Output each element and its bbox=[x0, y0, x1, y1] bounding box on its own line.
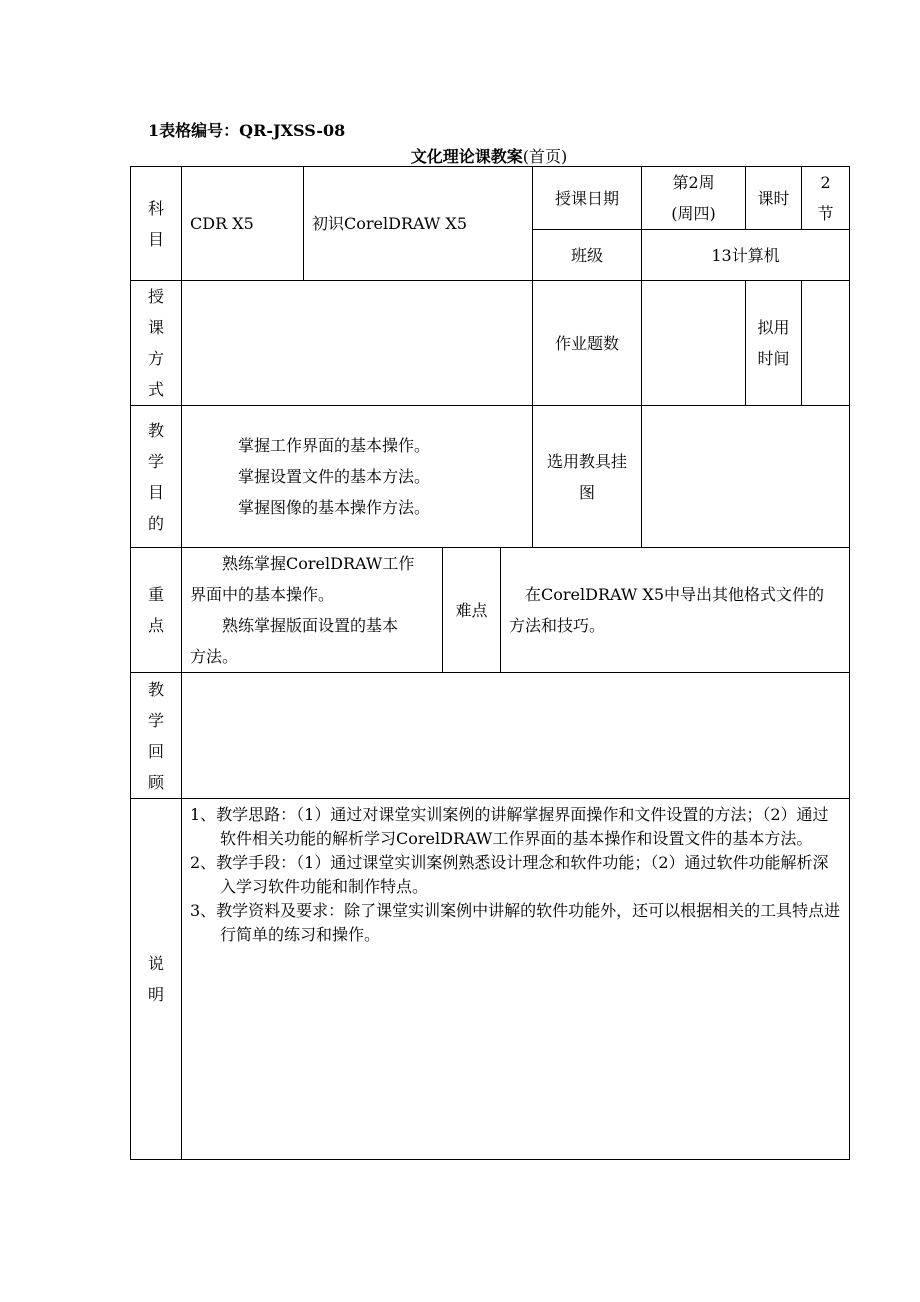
notes-list bbox=[190, 803, 841, 947]
teaching-tools-label: 选用教具挂 图 bbox=[533, 406, 642, 548]
notes-label: 说 明 bbox=[131, 799, 182, 1160]
document-title-main: 文化理论课教案 bbox=[410, 147, 523, 166]
subject-label: 科 目 bbox=[131, 167, 182, 281]
hours-label: 课时 bbox=[746, 167, 802, 230]
form-code: 1表格编号：QR-JXSS-08 bbox=[148, 121, 346, 140]
hours-value: 2 节 bbox=[802, 167, 850, 230]
lesson-plan-table bbox=[130, 166, 850, 1160]
note-item: 3、教学资料及要求：除了课堂实训案例中讲解的软件功能外，还可以根据相关的工具特点进行简单的练习和操作。 bbox=[190, 901, 841, 944]
course-name: CDR X5 bbox=[182, 167, 304, 281]
key-points-text: 熟练掌握CorelDRAW工作 界面中的基本操作。 熟练掌握版面设置的基本 方法。 bbox=[182, 548, 443, 673]
objectives-label: 教 学 目 的 bbox=[131, 406, 182, 548]
difficulty-label: 难点 bbox=[443, 548, 501, 673]
note-item: 1、教学思路：（1）通过对课堂实训案例的讲解掌握界面操作和文件设置的方法；（2）通过软件相关功能的解析学习CorelDRAW工作界面的基本操作和设置文件的基本方法。 bbox=[190, 805, 829, 848]
objective-item: 掌握工作界面的基本操作。 bbox=[238, 436, 431, 455]
planned-time-label: 拟用 时间 bbox=[746, 281, 802, 406]
class-value: 13计算机 bbox=[642, 230, 850, 281]
objective-item: 掌握设置文件的基本方法。 bbox=[238, 467, 431, 486]
notes-content bbox=[182, 799, 850, 1160]
date-label: 授课日期 bbox=[533, 167, 642, 230]
method-label: 授 课 方 式 bbox=[131, 281, 182, 406]
document-title-suffix: (首页) bbox=[522, 147, 568, 166]
key-points-label: 重 点 bbox=[131, 548, 182, 673]
difficulty-text: 在CorelDRAW X5中导出其他格式文件的 方法和技巧。 bbox=[501, 548, 850, 673]
planned-time-value bbox=[802, 281, 850, 406]
homework-value bbox=[642, 281, 746, 406]
method-value bbox=[182, 281, 533, 406]
document-title bbox=[130, 144, 848, 167]
note-item: 2、教学手段：（1）通过课堂实训案例熟悉设计理念和软件功能；（2）通过软件功能解析深入学习软件功能和制作特点。 bbox=[190, 853, 829, 896]
teaching-tools-value bbox=[642, 406, 850, 548]
homework-label: 作业题数 bbox=[533, 281, 642, 406]
review-label: 教 学 回 顾 bbox=[131, 673, 182, 799]
class-label: 班级 bbox=[533, 230, 642, 281]
objectives-list bbox=[182, 406, 533, 548]
objective-item: 掌握图像的基本操作方法。 bbox=[238, 498, 431, 517]
lesson-topic: 初识CorelDRAW X5 bbox=[304, 167, 533, 281]
date-value: 第2周 (周四) bbox=[642, 167, 746, 230]
review-value bbox=[182, 673, 850, 799]
